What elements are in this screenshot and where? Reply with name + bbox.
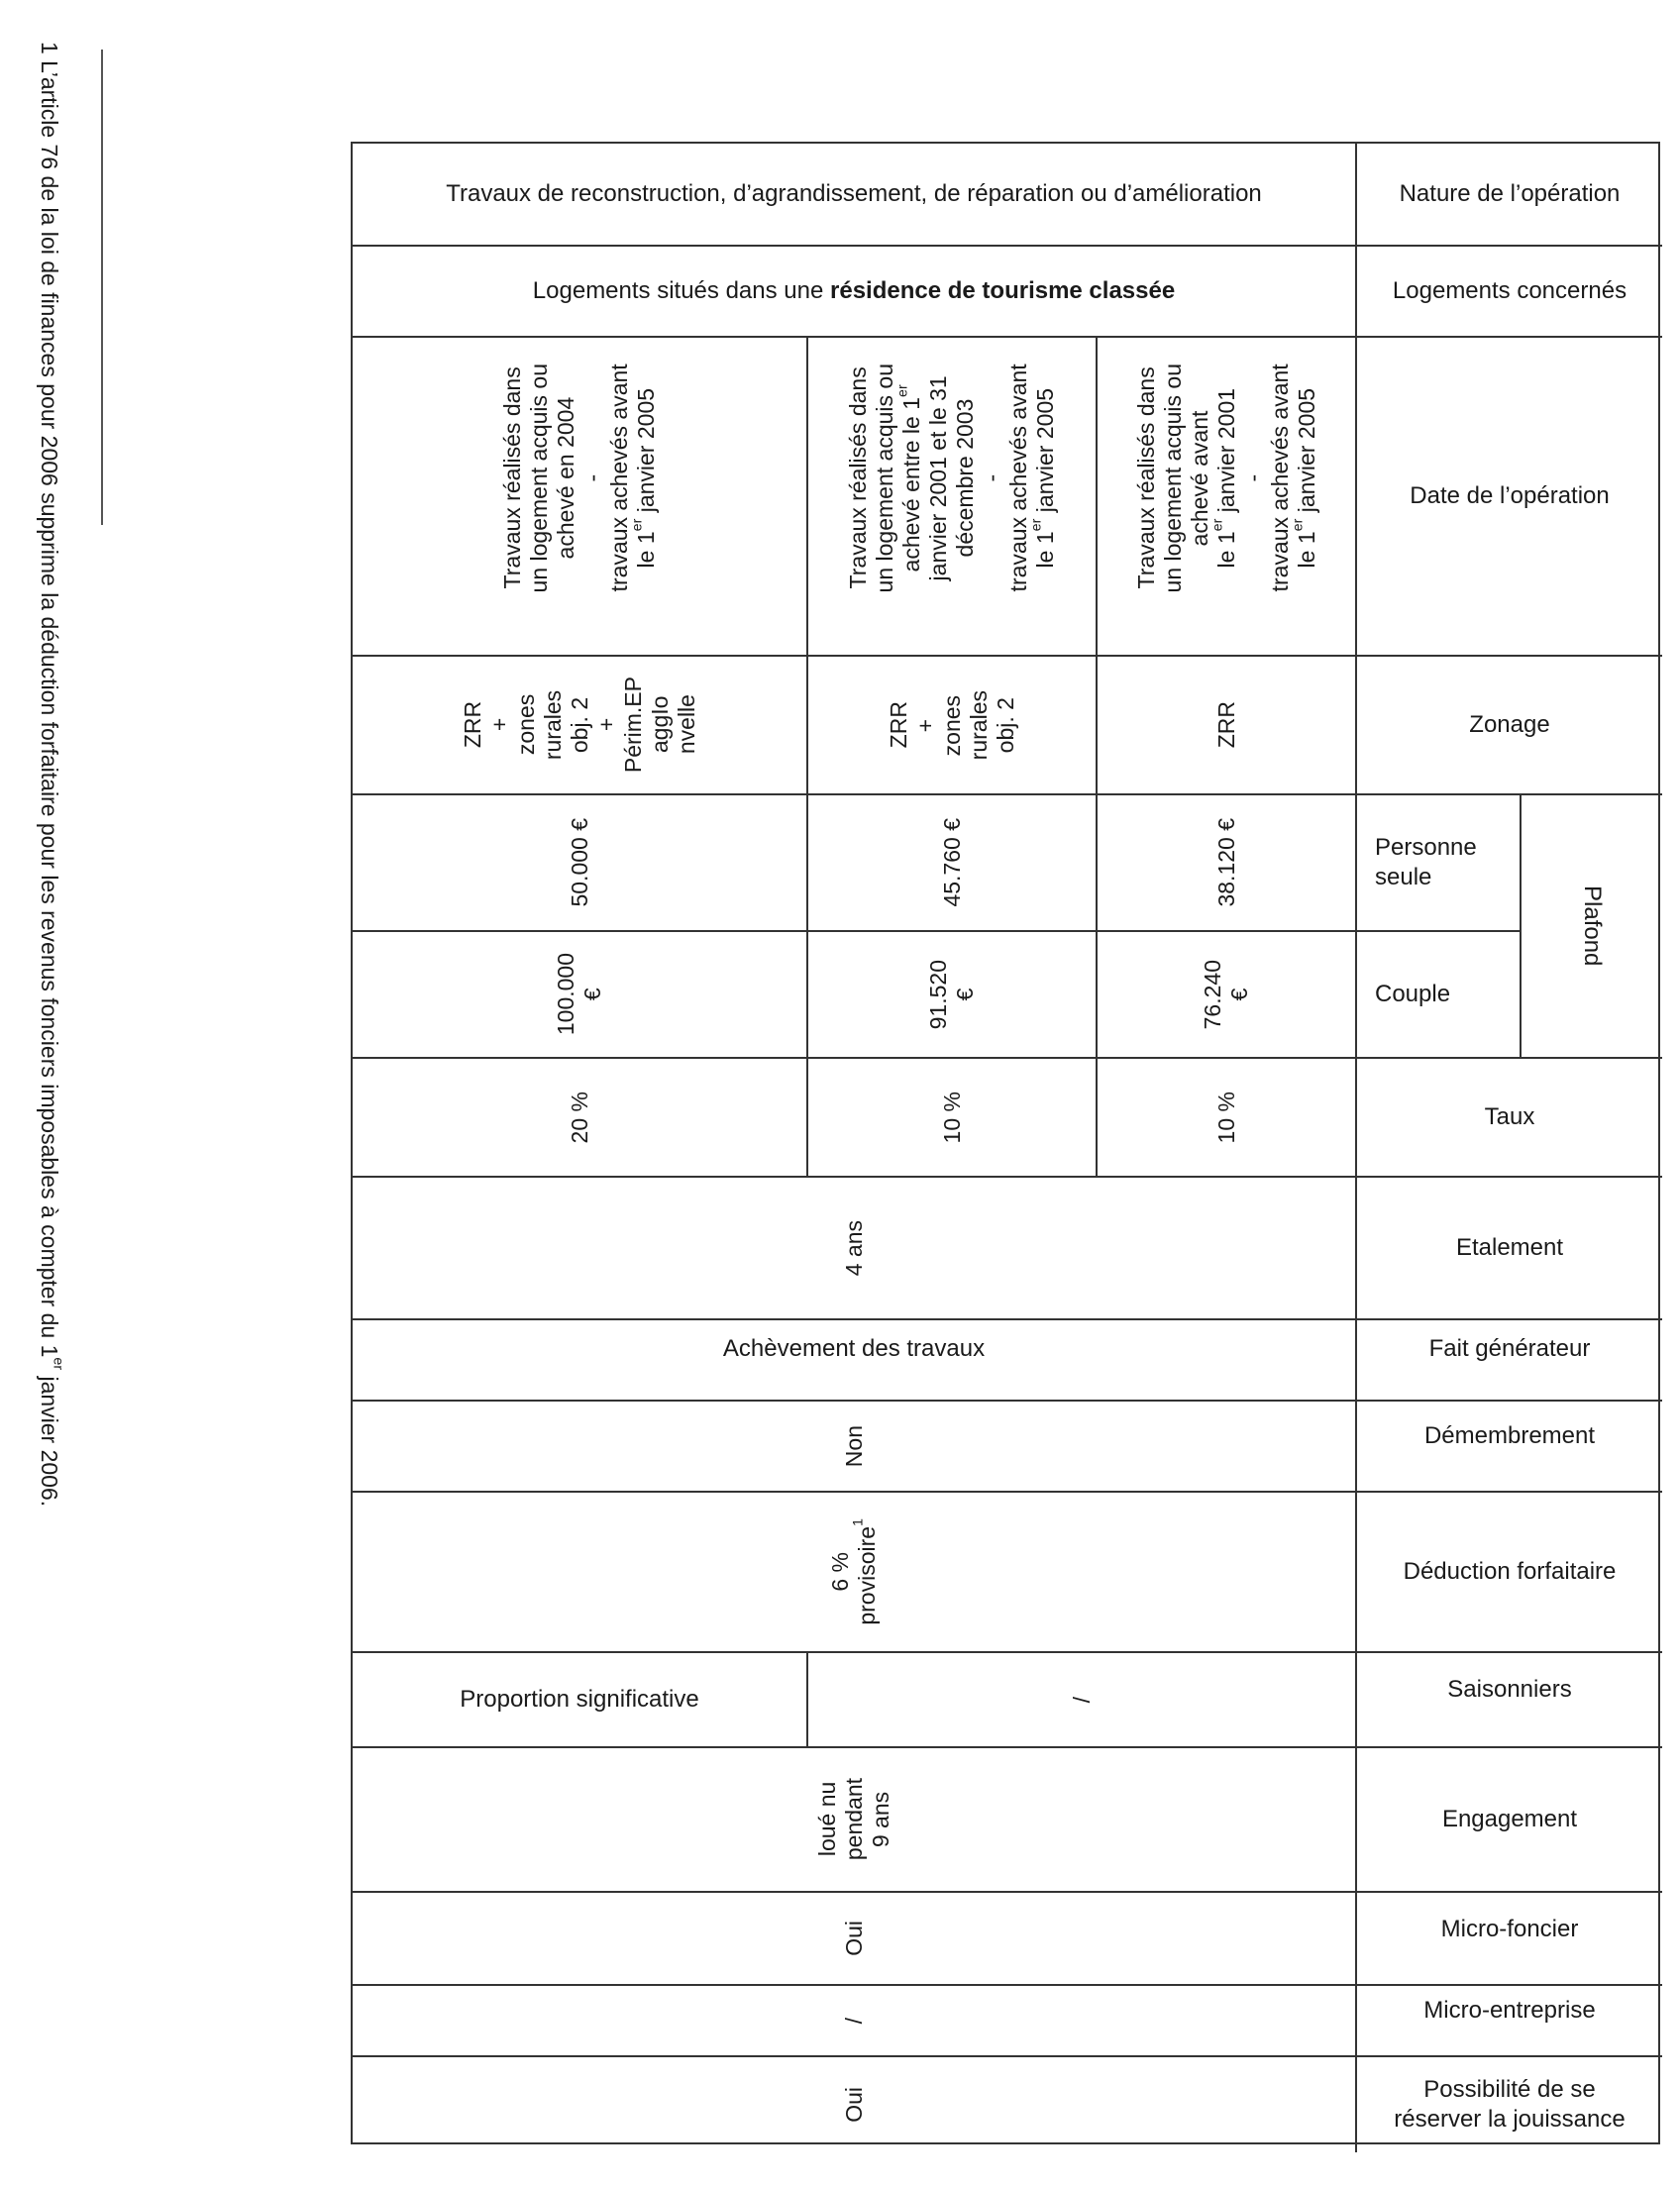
taux-label: Taux [1357,1059,1662,1178]
footnote-text: 1 L’article 76 de la loi de finances pour 2006 supprime la déduction forfaitaire pour les revenus fonciers imposables à compter du 1er janvier 2006. [37,42,66,1508]
etalement-label: Etalement [1357,1178,1662,1320]
jouissance-value: Oui [353,2057,1357,2152]
zonage-col-a: ZRR [1098,657,1357,795]
date-col-c: Travaux réalisés dans un logement acquis ou achevé en 2004 - travaux achevés avant le 1er janvier 2005 [353,338,808,657]
footnote [28,42,79,2151]
deduction-label: Déduction forfaitaire [1357,1493,1662,1653]
footnote-separator [101,50,103,525]
saisonniers-col-ab: / [808,1653,1357,1748]
operations-table [351,142,1660,2144]
logements-value: Logements situés dans une résidence de tourisme classée [353,247,1357,338]
plafond-label: Plafond [1522,795,1662,1059]
plafond-couple-col-c: 100.000 € [353,932,808,1059]
etalement-value: 4 ans [353,1178,1357,1320]
plafond-seule-col-c: 50.000 € [353,795,808,932]
saisonniers-label: Saisonniers [1357,1653,1662,1748]
taux-col-c: 20 % [353,1059,808,1178]
zonage-col-b: ZRR + zones rurales obj. 2 [808,657,1098,795]
plafond-seule-col-b: 45.760 € [808,795,1098,932]
plafond-couple-col-a: 76.240 € [1098,932,1357,1059]
logements-label: Logements concernés [1357,247,1662,338]
engagement-label: Engagement [1357,1748,1662,1893]
engagement-value: loué nu pendant 9 ans [353,1748,1357,1893]
nature-value: Travaux de reconstruction, d’agrandissement, de réparation ou d’amélioration [353,144,1357,247]
demembrement-label: Démembrement [1357,1402,1662,1493]
taux-col-a: 10 % [1098,1059,1357,1178]
date-col-a: Travaux réalisés dans un logement acquis ou achevé avant le 1er janvier 2001 - travaux achevés avant le 1er janvier 2005 [1098,338,1357,657]
fait-generateur-label: Fait générateur [1357,1320,1662,1402]
jouissance-label: Possibilité de se réserver la jouissance [1394,2076,1626,2133]
plafond-couple-col-b: 91.520 € [808,932,1098,1059]
micro-foncier-value: Oui [353,1893,1357,1986]
demembrement-value: Non [353,1402,1357,1493]
taux-col-b: 10 % [808,1059,1098,1178]
nature-label: Nature de l’opération [1357,144,1662,247]
couple-label: Couple [1357,932,1522,1059]
deduction-value: 6 % provisoire$^1$ [353,1493,1357,1653]
micro-entreprise-value: / [353,1986,1357,2057]
saisonniers-col-c: Proportion significative [353,1653,808,1748]
fait-generateur-value: Achèvement des travaux [353,1320,1357,1402]
date-col-b: Travaux réalisés dans un logement acquis ou achevé entre le 1er janvier 2001 et le 31 décembre 2003 - travaux achevés avant le 1er janvier 2005 [808,338,1098,657]
date-label: Date de l’opération [1357,338,1662,657]
zonage-col-c: ZRR + zones rurales obj. 2 + Périm.EP aggIo nvelle [353,657,808,795]
footnote-marker: 1 [37,42,62,54]
personne-seule-label: Personne seule [1357,795,1522,932]
micro-foncier-label: Micro-foncier [1357,1893,1662,1986]
plafond-seule-col-a: 38.120 € [1098,795,1357,932]
micro-entreprise-label: Micro-entreprise [1357,1986,1662,2057]
zonage-label: Zonage [1357,657,1662,795]
